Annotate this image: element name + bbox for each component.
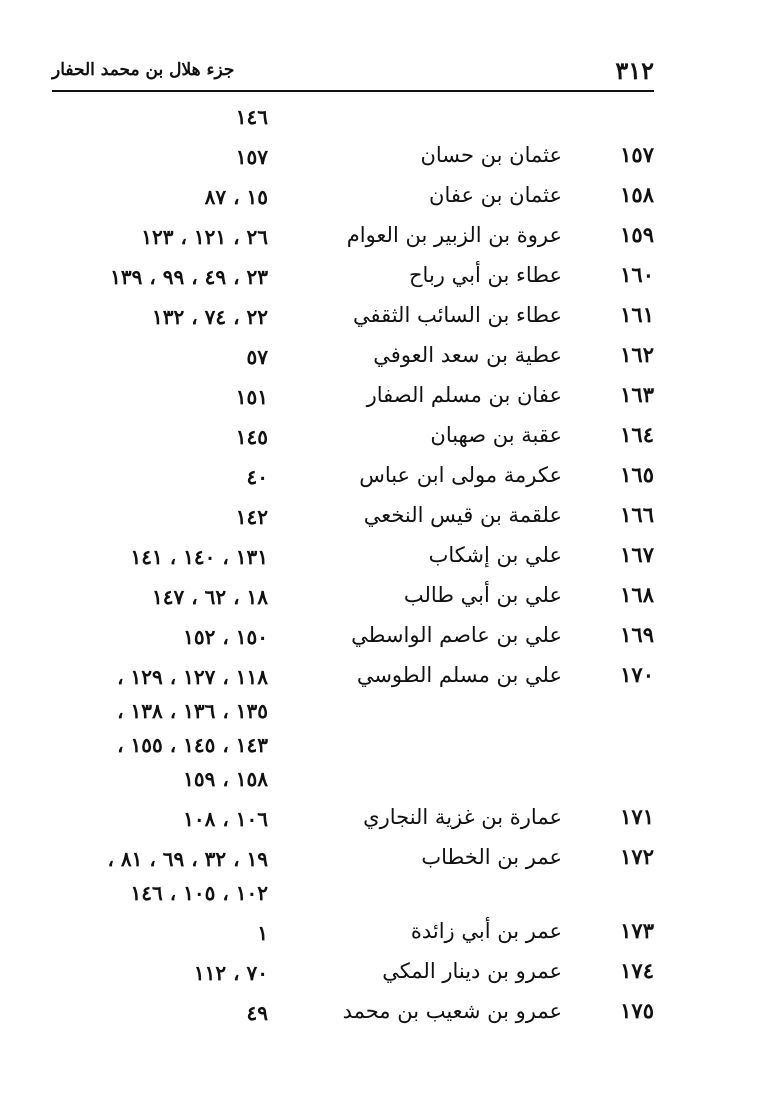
page-ref-line: ١٣٥ ، ١٣٦ ، ١٣٨ ، [117,699,268,723]
entry-page-refs [66,580,268,614]
page-ref-line: ١٠٦ ، ١٠٨ [183,807,268,831]
entry-page-refs [66,380,268,414]
entry-number: ١٦٣ [620,382,654,407]
entry-page-refs [66,140,268,174]
entry-name: عمر بن الخطاب [421,845,562,869]
entry-page-refs [66,220,268,254]
header-rule [52,90,654,92]
page-ref-line: ١١٨ ، ١٢٧ ، ١٢٩ ، [117,665,268,689]
page-header [52,54,654,92]
page-ref-line: ٢٦ ، ١٢١ ، ١٢٣ [141,225,268,249]
page-ref-line: ٢٢ ، ٧٤ ، ١٣٢ [152,305,268,329]
entry-name: عثمان بن عفان [429,183,562,207]
entry-page-refs [66,420,268,454]
entry-number: ١٧٢ [620,844,654,869]
index-entry [0,180,764,220]
index-entry [0,802,764,842]
entry-page-refs [66,660,268,796]
entry-number: ١٧٥ [620,998,654,1023]
index-entry [0,620,764,660]
entry-name: علي بن إشكاب [428,543,562,567]
entry-page-refs [66,260,268,294]
entry-name: عمر بن أبي زائدة [410,919,562,943]
page-ref-line: ١٥٧ [235,145,268,169]
index-entry [0,380,764,420]
entry-number: ١٧١ [620,804,654,829]
index-entry [0,260,764,300]
entry-page-refs [66,500,268,534]
entry-name: عطية بن سعد العوفي [373,343,562,367]
entry-number: ١٦٧ [620,542,654,567]
page-ref-line: ١٥١ [235,385,268,409]
entry-page-refs [66,956,268,990]
entry-number: ١٧٠ [620,662,654,687]
entry-number: ١٦٢ [620,342,654,367]
index-list [0,100,764,1036]
entry-page-refs [66,996,268,1030]
page-ref-line: ٥٧ [246,345,268,369]
entry-name: عفان بن مسلم الصفار [366,383,562,407]
entry-number: ١٥٩ [620,222,654,247]
page-ref-line: ٤٩ [246,1001,268,1025]
page-ref-line: ١٩ ، ٣٢ ، ٦٩ ، ٨١ ، [107,847,268,871]
entry-page-refs [66,180,268,214]
page-number: ٣١٢ [615,56,654,85]
page-ref-line: ١٥ ، ٨٧ [204,185,268,209]
page-ref-line: ١٨ ، ٦٢ ، ١٤٧ [152,585,268,609]
entry-page-refs [66,340,268,374]
entry-name: علي بن أبي طالب [403,583,562,607]
entry-number: ١٦٥ [620,462,654,487]
entry-name: عمرو بن دينار المكي [382,959,562,983]
entry-name: عكرمة مولى ابن عباس [359,463,562,487]
page-ref-line: ١٤٥ [235,425,268,449]
entry-number: ١٦٨ [620,582,654,607]
page-ref-line: ١٤٦ [235,105,268,129]
index-entry [0,140,764,180]
entry-name: عطاء بن السائب الثقفي [352,303,562,327]
page-ref-line: ١ [257,921,268,945]
page-ref-line: ٧٠ ، ١١٢ [193,961,268,985]
page-ref-line: ١٣١ ، ١٤٠ ، ١٤١ [130,545,268,569]
entry-page-refs [66,460,268,494]
index-entry [0,956,764,996]
page-ref-line: ٤٠ [246,465,268,489]
entry-number: ١٦٤ [620,422,654,447]
entry-name: علي بن مسلم الطوسي [356,663,562,687]
entry-name: عطاء بن أبي رباح [408,263,562,287]
entry-name: علقمة بن قيس النخعي [363,503,562,527]
entry-name: عثمان بن حسان [420,143,562,167]
index-entry [0,842,764,916]
entry-page-refs [66,916,268,950]
entry-number: ١٦٠ [620,262,654,287]
entry-number: ١٦٦ [620,502,654,527]
entry-number: ١٧٤ [620,958,654,983]
page-ref-line: ١٠٢ ، ١٠٥ ، ١٤٦ [130,881,268,905]
book-title: جزء هلال بن محمد الحفار [52,60,235,80]
index-entry [0,340,764,380]
index-entry [0,220,764,260]
page-ref-line: ١٤٣ ، ١٤٥ ، ١٥٥ ، [117,733,268,757]
page-ref-line: ١٤٢ [235,505,268,529]
entry-number: ١٦١ [620,302,654,327]
entry-page-refs [66,100,268,134]
index-entry [0,100,764,140]
index-entry [0,300,764,340]
index-entry [0,996,764,1036]
entry-number: ١٥٨ [620,182,654,207]
entry-page-refs [66,300,268,334]
page-ref-line: ١٥٨ ، ١٥٩ [183,767,268,791]
index-entry [0,580,764,620]
index-entry [0,460,764,500]
entry-name: عمرو بن شعيب بن محمد [342,999,562,1023]
entry-number: ١٦٩ [620,622,654,647]
entry-name: عروة بن الزبير بن العوام [346,223,562,247]
index-entry [0,916,764,956]
entry-number: ١٥٧ [620,142,654,167]
index-entry [0,540,764,580]
entry-page-refs [66,620,268,654]
entry-page-refs [66,842,268,910]
entry-name: علي بن عاصم الواسطي [351,623,562,647]
entry-name: عقبة بن صهبان [430,423,562,447]
index-entry [0,420,764,460]
entry-page-refs [66,540,268,574]
index-entry [0,500,764,540]
entry-page-refs [66,802,268,836]
entry-number: ١٧٣ [620,918,654,943]
index-entry [0,660,764,802]
page-ref-line: ٢٣ ، ٤٩ ، ٩٩ ، ١٣٩ [110,265,268,289]
page-ref-line: ١٥٠ ، ١٥٢ [183,625,268,649]
entry-name: عمارة بن غزية النجاري [363,805,562,829]
